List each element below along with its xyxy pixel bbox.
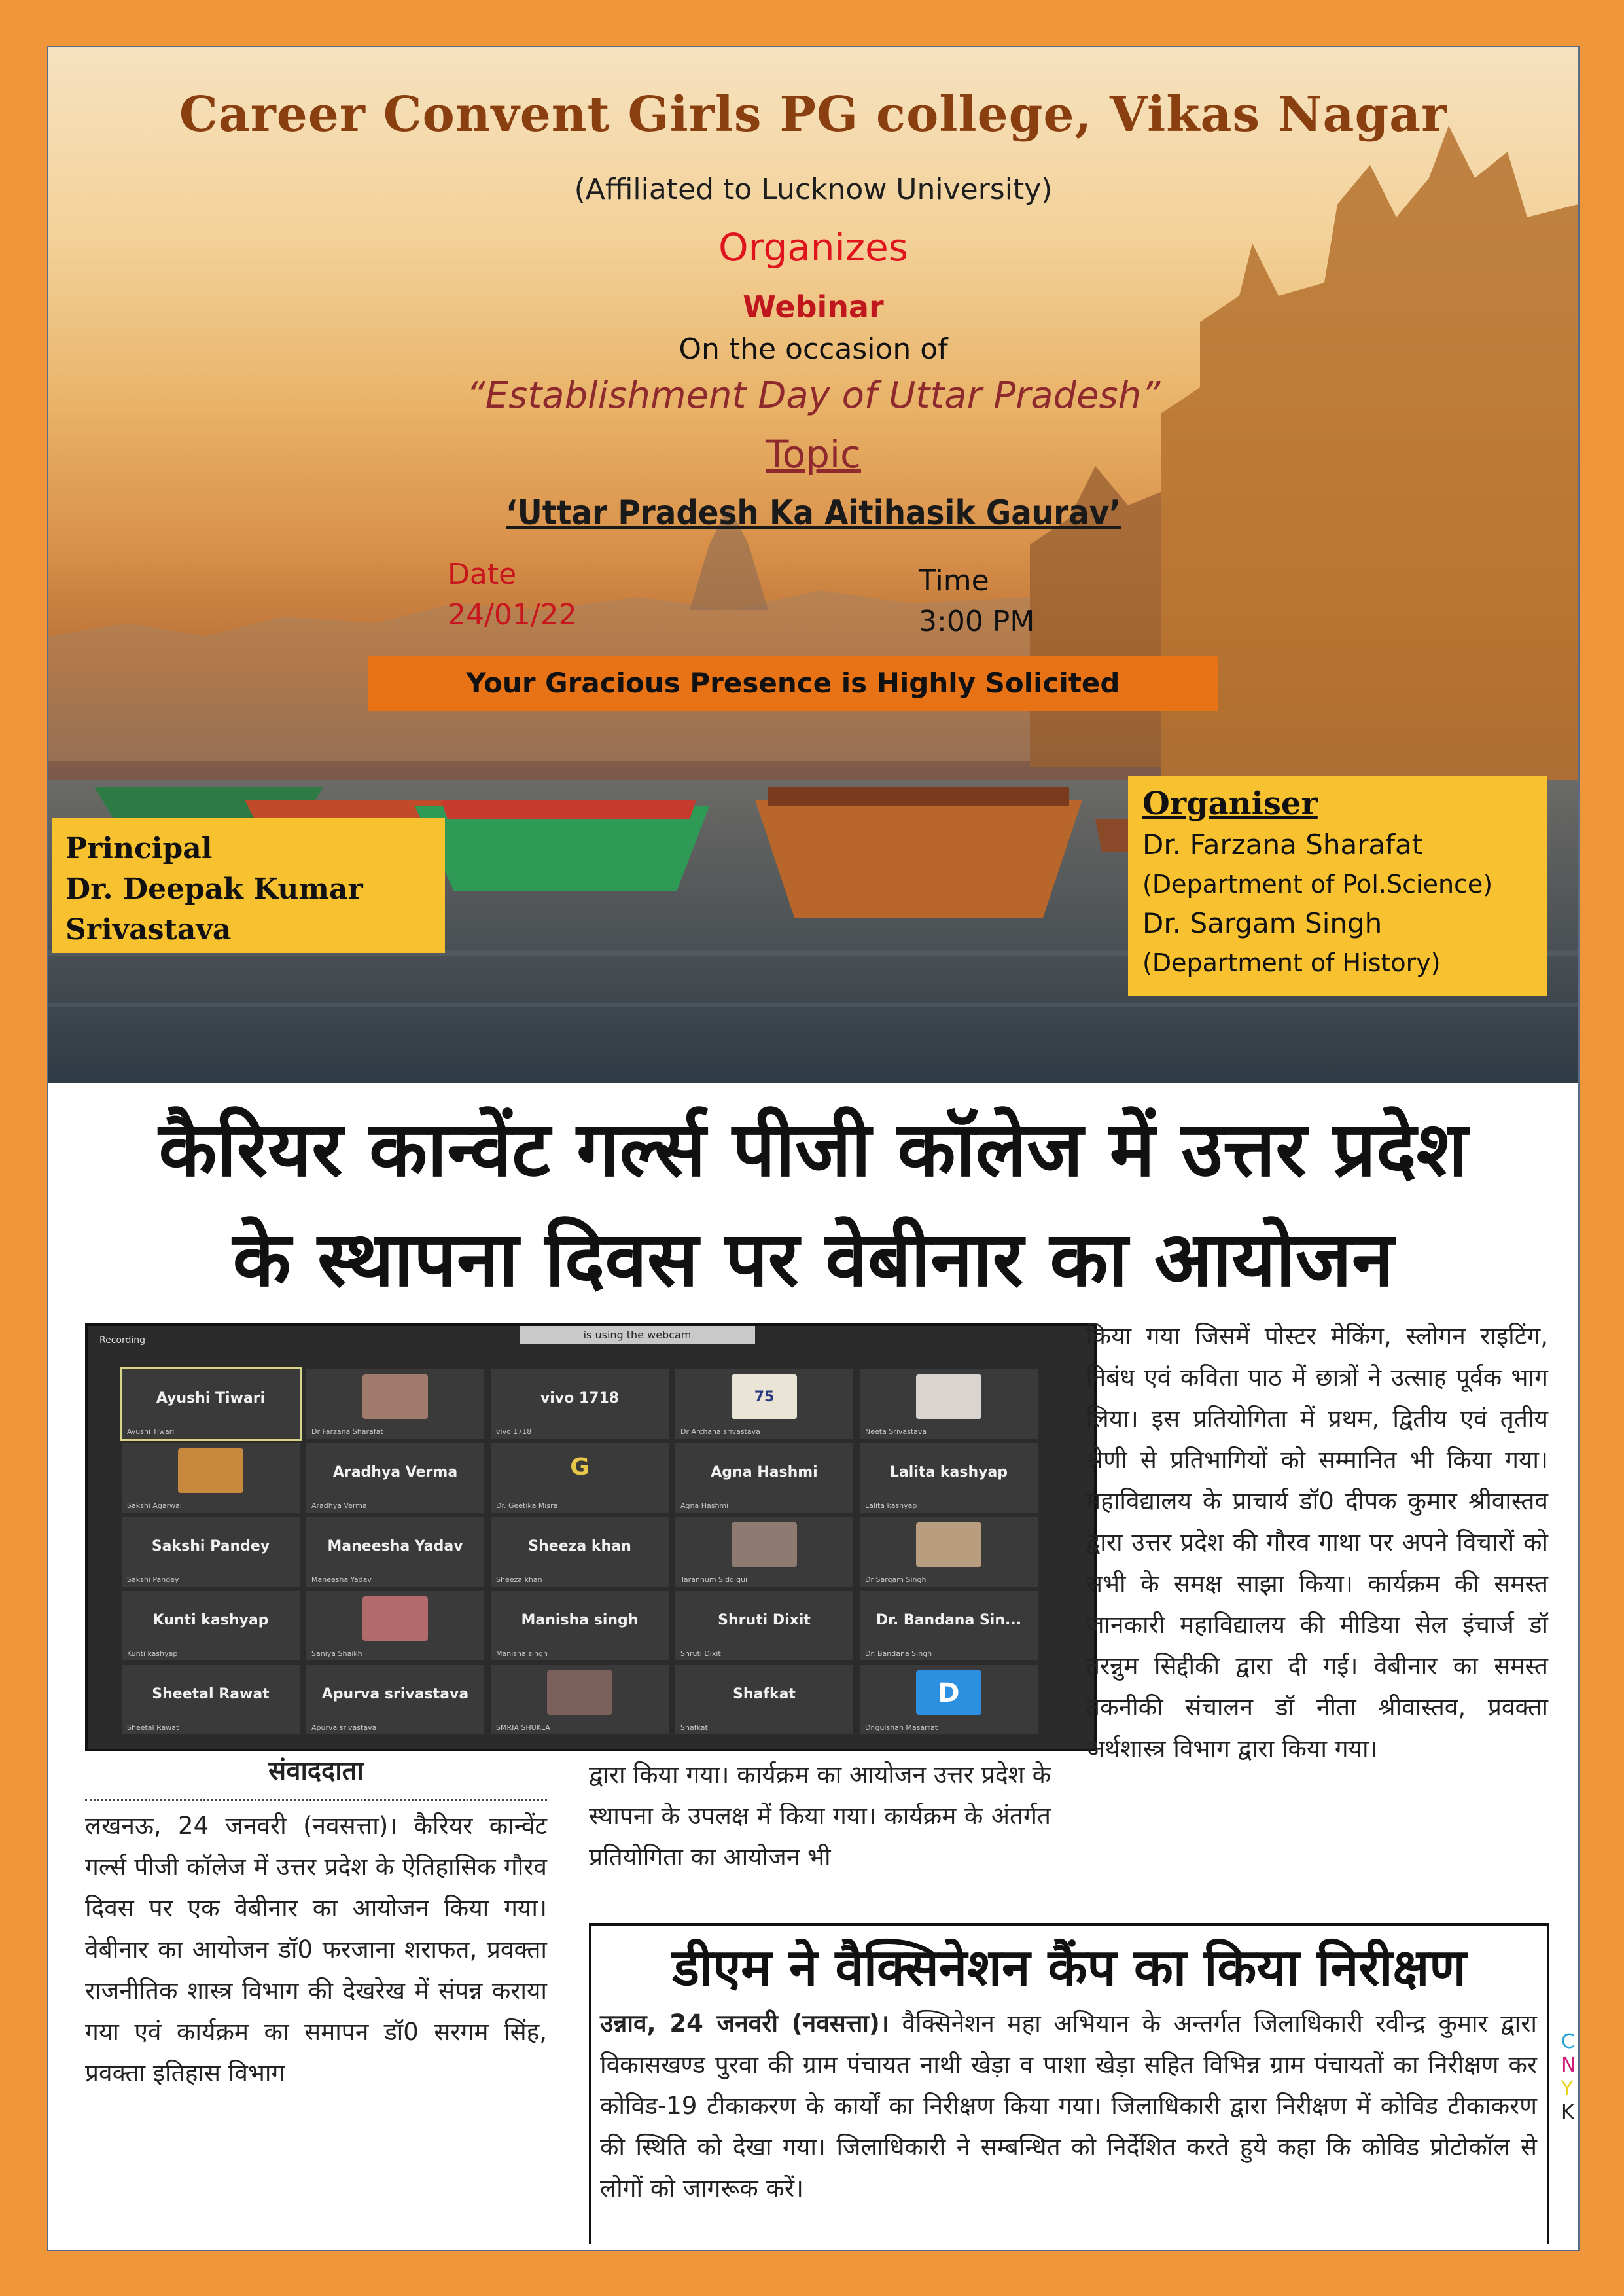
- participant-photo: [362, 1596, 428, 1641]
- participant-label: Saniya Shaikh: [311, 1649, 362, 1658]
- participant-tile: [675, 1591, 853, 1660]
- participant-name: Sheeza khan: [528, 1538, 631, 1554]
- participant-label: Tarannum Siddiqui: [680, 1575, 748, 1584]
- participant-label: Sakshi Pandey: [127, 1575, 179, 1584]
- date-value: 24/01/22: [448, 598, 577, 632]
- participant-tile: [860, 1665, 1038, 1734]
- participant-label: Dr Sargam Singh: [865, 1575, 927, 1584]
- participant-tile: [122, 1517, 300, 1587]
- principal-name-line1: Dr. Deepak Kumar: [65, 872, 363, 906]
- participant-label: Kunti kashyap: [127, 1649, 178, 1658]
- participant-name: Lalita kashyap: [889, 1464, 1008, 1480]
- participant-tile: [306, 1517, 484, 1587]
- organiser-dept-2: (Department of History): [1142, 948, 1441, 977]
- participant-tile: [491, 1369, 669, 1439]
- edge-letter-m: N: [1561, 2054, 1576, 2077]
- article-column-1: [85, 1805, 547, 2094]
- participant-label: Dr Archana srivastava: [680, 1427, 760, 1436]
- participant-name: Dr. Bandana Sin...: [875, 1612, 1022, 1628]
- topic-title: ‘Uttar Pradesh Ka Aitihasik Gaurav’: [505, 493, 1121, 533]
- edge-letter-k: K: [1561, 2101, 1574, 2124]
- webinar-poster: [48, 47, 1578, 1083]
- participant-tile: [860, 1443, 1038, 1513]
- participant-label: Dr. Geetika Misra: [496, 1501, 558, 1510]
- organizes-text: Organizes: [718, 225, 909, 270]
- second-article: [589, 1923, 1549, 2244]
- affiliation-text: (Affiliated to Lucknow University): [574, 173, 1053, 206]
- participant-name: Maneesha Yadav: [327, 1538, 463, 1554]
- participant-tile: [675, 1517, 853, 1587]
- second-article-dateline: उन्नाव, 24 जनवरी (नवसत्ता)।: [600, 2009, 889, 2037]
- participant-label: Sakshi Agarwal: [127, 1501, 182, 1510]
- participant-tile: [491, 1591, 669, 1660]
- organiser-dept-1: (Department of Pol.Science): [1142, 870, 1493, 899]
- participant-label: Aradhya Verma: [311, 1501, 367, 1510]
- participant-photo: [916, 1374, 981, 1419]
- participant-tile: [675, 1443, 853, 1513]
- participant-name: Aradhya Verma: [332, 1464, 458, 1480]
- organiser-person-1: Dr. Farzana Sharafat: [1142, 829, 1423, 861]
- participant-label: Sheeza khan: [496, 1575, 542, 1584]
- participant-tile: [122, 1443, 300, 1513]
- organiser-box: [1128, 776, 1547, 996]
- participant-label: Dr Farzana Sharafat: [311, 1427, 383, 1436]
- participant-tile: [675, 1369, 853, 1439]
- participant-name: Manisha singh: [521, 1612, 639, 1628]
- participant-name: Agna Hashmi: [711, 1464, 818, 1480]
- participant-label: Shafkat: [680, 1723, 708, 1732]
- date-label: Date: [448, 558, 517, 591]
- participant-tile: [491, 1665, 669, 1734]
- second-article-headline: डीएम ने वैक्सिनेशन कैंप का किया निरीक्षण: [672, 1939, 1466, 1998]
- participant-tile: [860, 1591, 1038, 1660]
- participant-label: Ayushi Tiwari: [127, 1427, 175, 1436]
- participant-name: Shruti Dixit: [718, 1612, 811, 1628]
- participant-label: SMRIA SHUKLA: [496, 1723, 550, 1732]
- participant-label: Lalita kashyap: [865, 1501, 917, 1510]
- time-label: Time: [919, 564, 989, 598]
- byline-divider: [85, 1799, 547, 1801]
- participant-photo: [178, 1448, 243, 1493]
- participant-name: D: [938, 1678, 960, 1708]
- page-sheet: [47, 46, 1580, 2251]
- participant-name: Sakshi Pandey: [151, 1538, 270, 1554]
- participant-photo: [362, 1374, 428, 1419]
- participant-tile: [491, 1517, 669, 1587]
- participant-label: Sheetal Rawat: [127, 1723, 179, 1732]
- participant-tile: [306, 1591, 484, 1660]
- participant-tile: [675, 1665, 853, 1734]
- participant-photo: [916, 1522, 981, 1567]
- article-column-2-text: द्वारा किया गया। कार्यक्रम का आयोजन उत्तर प्रदेश के स्थापना के उपलक्ष में किया गया। कार्यक्रम के अंतर्गत प्रतियोगिता का आयोजन भी: [589, 1761, 1051, 1871]
- participant-name: Sheetal Rawat: [152, 1686, 270, 1702]
- participant-name: Shafkat: [733, 1686, 796, 1702]
- article-headline-line-1: कैरियर कान्वेंट गर्ल्स पीजी कॉलेज में उत्तर प्रदेश: [158, 1105, 1468, 1194]
- participant-label: Neeta Srivastava: [865, 1427, 927, 1436]
- edge-letter-y: Y: [1561, 2077, 1574, 2100]
- participant-name: Ayushi Tiwari: [156, 1390, 266, 1407]
- principal-role: Principal: [65, 832, 213, 865]
- participant-label: Dr.gulshan Masarrat: [865, 1723, 938, 1732]
- recording-indicator: Recording: [99, 1335, 146, 1346]
- webinar-text: Webinar: [743, 289, 884, 325]
- participant-tile: [306, 1369, 484, 1439]
- organiser-heading: Organiser: [1142, 785, 1318, 822]
- participant-name: G: [570, 1454, 590, 1480]
- participant-tile: [860, 1369, 1038, 1439]
- principal-name-line2: Srivastava: [65, 913, 232, 946]
- event-title: “Establishment Day of Uttar Pradesh”: [466, 374, 1161, 417]
- participant-tile: [306, 1443, 484, 1513]
- topic-heading: Topic: [766, 432, 861, 476]
- article-column-1-text: लखनऊ, 24 जनवरी (नवसत्ता)। कैरियर कान्वेंट गर्ल्स पीजी कॉलेज में उत्तर प्रदेश के ऐतिहासिक गौरव दिवस पर एक वेबीनार का आयोजन किया गया। वेबीनार का आयोजन डॉ0 फरजाना शराफत, प्रवक्ता राजनीतिक शास्त्र विभाग की देखरेख में संपन्न कराया गया एवं कार्यक्रम का समापन डॉ0 सरगम सिंह, प्रवक्ता इतिहास विभाग: [85, 1812, 547, 2087]
- webcam-notice: is using the webcam: [520, 1326, 755, 1344]
- participant-photo: [547, 1670, 612, 1715]
- edge-letter-c: C: [1561, 2030, 1575, 2053]
- participant-label: vivo 1718: [496, 1427, 532, 1436]
- participant-name: 75: [754, 1389, 775, 1405]
- participant-name: vivo 1718: [540, 1390, 620, 1407]
- participant-label: Agna Hashmi: [680, 1501, 729, 1510]
- participant-tile: [122, 1665, 300, 1734]
- participant-tile: [860, 1517, 1038, 1587]
- principal-box: [52, 818, 445, 953]
- college-name: Career Convent Girls PG college, Vikas Nagar: [179, 86, 1448, 143]
- byline: संवाददाता: [268, 1756, 364, 1786]
- occasion-text: On the occasion of: [679, 332, 948, 366]
- participant-tile: [122, 1591, 300, 1660]
- participant-label: Manisha singh: [496, 1649, 548, 1658]
- participant-photo: [732, 1522, 797, 1567]
- participant-label: Shruti Dixit: [680, 1649, 721, 1658]
- article-column-2: [589, 1754, 1051, 1878]
- participant-tile: [122, 1369, 300, 1439]
- participant-tile: [491, 1443, 669, 1513]
- article-column-3: [1086, 1316, 1548, 1769]
- article-column-3-text: किया गया जिसमें पोस्टर मेकिंग, स्लोगन राइटिंग, निबंध एवं कविता पाठ में छात्रों ने उत्साह पूर्वक भाग लिया। इस प्रतियोगिता में प्रथम, द्वितीय एवं तृतीय श्रेणी से प्रतिभागियों को सम्मानित भी किया गया। महाविद्यालय के प्राचार्य डॉ0 दीपक कुमार श्रीवास्तव द्वारा उत्तर प्रदेश की गौरव गाथा पर अपने विचारों को सभी के समक्ष साझा किया। कार्यक्रम की समस्त जानकारी महाविद्यालय की मीडिया सेल इंचार्ज डॉ तरन्नुम सिद्दीकी द्वारा दी गई। वेबीनार का समस्त तकनीकी संचालन डॉ नीता श्रीवास्तव, प्रवक्ता अर्थशास्त्र विभाग द्वारा किया गया।: [1086, 1322, 1548, 1763]
- invitation-banner: Your Gracious Presence is Highly Solicited: [368, 656, 1218, 711]
- participant-label: Dr. Bandana Singh: [865, 1649, 932, 1658]
- participant-name: Kunti kashyap: [152, 1612, 269, 1628]
- time-value: 3:00 PM: [919, 605, 1035, 638]
- second-article-text: वैक्सिनेशन महा अभियान के अन्तर्गत जिलाधिकारी रवीन्द्र कुमार द्वारा विकासखण्ड पुरवा की ग्राम पंचायत नाथी खेड़ा व पाशा खेड़ा सहित विभिन्न ग्राम पंचायतों का निरीक्षण कर कोविड-19 टीकाकरण के कार्यों का निरीक्षण किया गया। जिलाधिकारी द्वारा निरीक्षण में कोविड टीकाकरण की स्थिति को देखा गया। जिलाधिकारी ने सम्बन्धित को निर्देशित करते हुये कहा कि कोविड प्रोटोकॉल से लोगों को जागरूक करें।: [600, 2009, 1537, 2202]
- participant-label: Maneesha Yadav: [311, 1575, 372, 1584]
- participant-tile: [306, 1665, 484, 1734]
- webinar-participants-screenshot: [85, 1323, 1097, 1751]
- participant-grid: [122, 1369, 1038, 1742]
- second-article-body: [600, 2003, 1537, 2209]
- participant-name: Apurva srivastava: [321, 1686, 469, 1702]
- organiser-person-2: Dr. Sargam Singh: [1142, 907, 1383, 939]
- edge-fragment: [1561, 2030, 1576, 2125]
- participant-label: Apurva srivastava: [311, 1723, 377, 1732]
- article-headline-line-2: के स्थापना दिवस पर वेबीनार का आयोजन: [232, 1215, 1394, 1304]
